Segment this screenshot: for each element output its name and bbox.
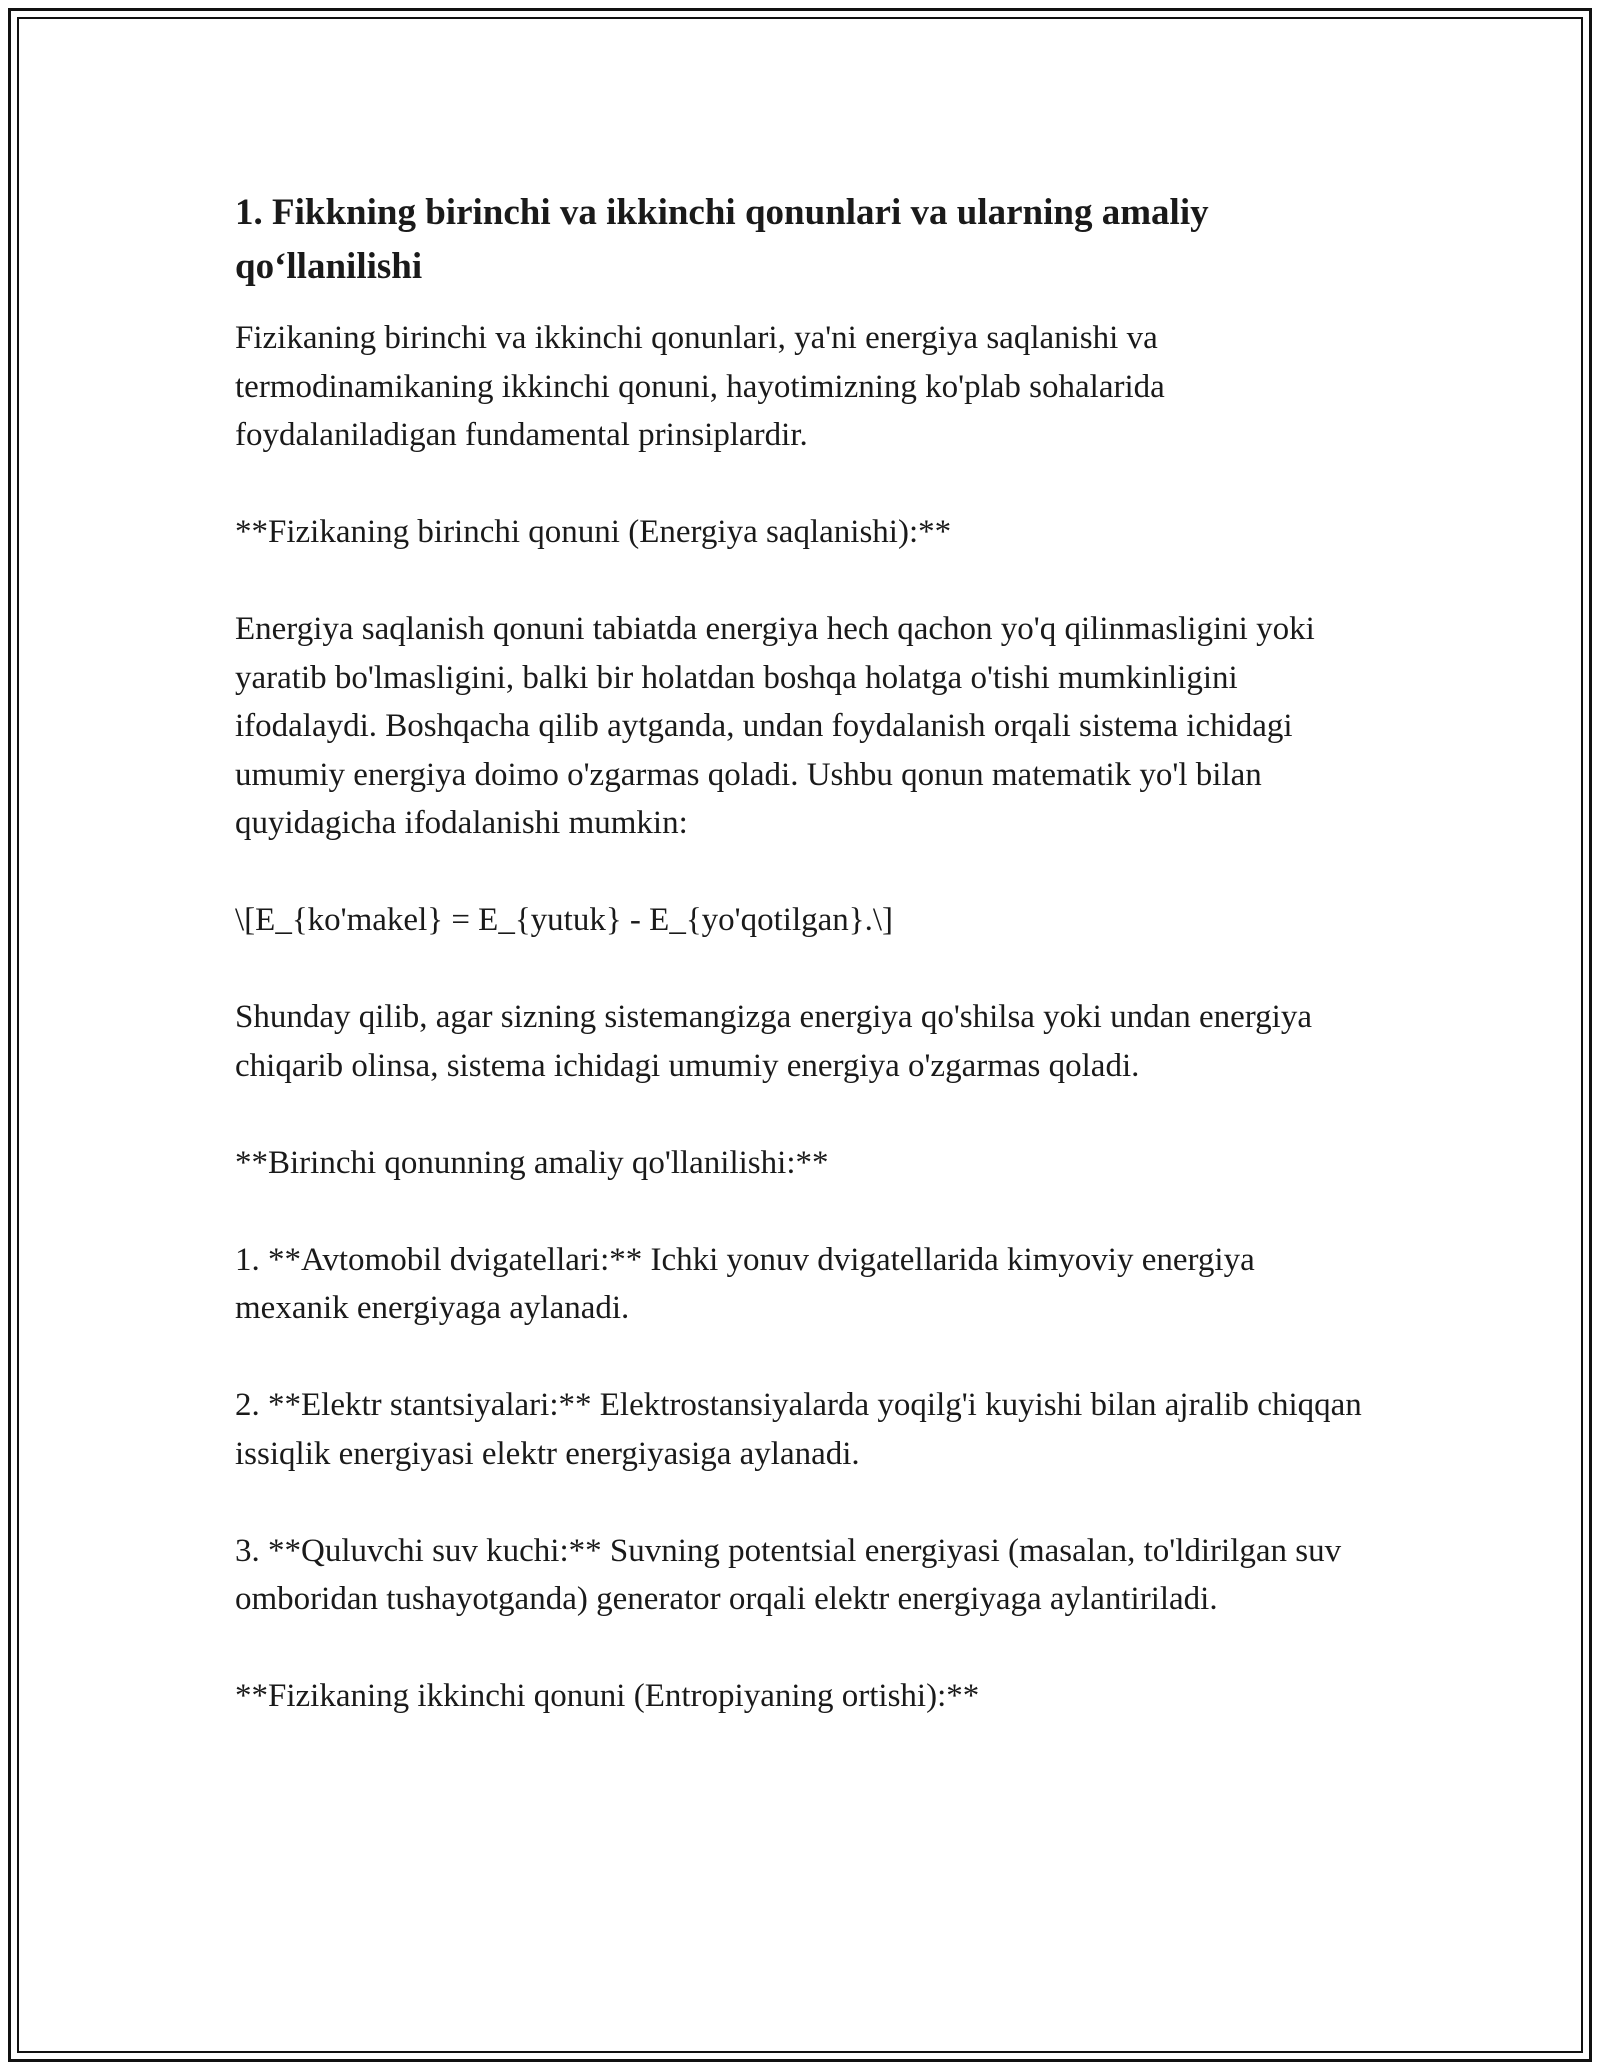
applications-heading: **Birinchi qonunning amaliy qo'llanilishi:** — [235, 1144, 829, 1181]
document-body — [235, 186, 1375, 1769]
conclusion-paragraph: Shunday qilib, agar sizning sistemangizga energiya qo'shilsa yoki undan energiya chiqarib olinsa, sistema ichidagi umumiy energiya o'zgarmas qoladi. — [235, 999, 1312, 1084]
list-item-power-stations: 2. **Elektr stantsiyalari:** Elektrostansiyalarda yoqilg'i kuyishi bilan ajralib chiqqan issiqlik energiyasi elektr energiyasiga aylanadi. — [235, 1387, 1362, 1472]
formula-line: \[E_{ko'makel} = E_{yutuk} - E_{yo'qotilgan}.\] — [235, 902, 894, 938]
second-law-heading: **Fizikaning ikkinchi qonuni (Entropiyaning ortishi):** — [235, 1678, 980, 1714]
first-law-heading: **Fizikaning birinchi qonuni (Energiya saqlanishi):** — [235, 514, 952, 550]
list-item-water-power: 3. **Quluvchi suv kuchi:** Suvning potentsial energiyasi (masalan, to'ldirilgan suv omboridan tushayotganda) generator orqali elektr energiyaga aylantiriladi. — [235, 1532, 1342, 1617]
energy-conservation-paragraph: Energiya saqlanish qonuni tabiatda energiya hech qachon yo'q qilinmasligini yoki yaratib bo'lmasligini, balki bir holatdan boshqa holatga o'tishi mumkinligini ifodalaydi. Boshqacha qilib aytganda, undan foydalanish orqali sistema ichidagi umumiy energiya doimo o'zgarmas qoladi. Ushbu qonun matematik yo'l bilan quyidagicha ifodalanishi mumkin: — [235, 611, 1315, 841]
intro-paragraph: Fizikaning birinchi va ikkinchi qonunlari, ya'ni energiya saqlanishi va termodinamikaning ikkinchi qonuni, hayotimizning ko'plab sohalarida foydalaniladigan fundamental prinsiplardir. — [235, 320, 1165, 453]
document-title: 1. Fikkning birinchi va ikkinchi qonunlari va ularning amaliy qo‘llanilishi — [235, 192, 1209, 287]
list-item-engines: 1. **Avtomobil dvigatellari:** Ichki yonuv dvigatellarida kimyoviy energiya mexanik energiyaga aylanadi. — [235, 1241, 1255, 1326]
